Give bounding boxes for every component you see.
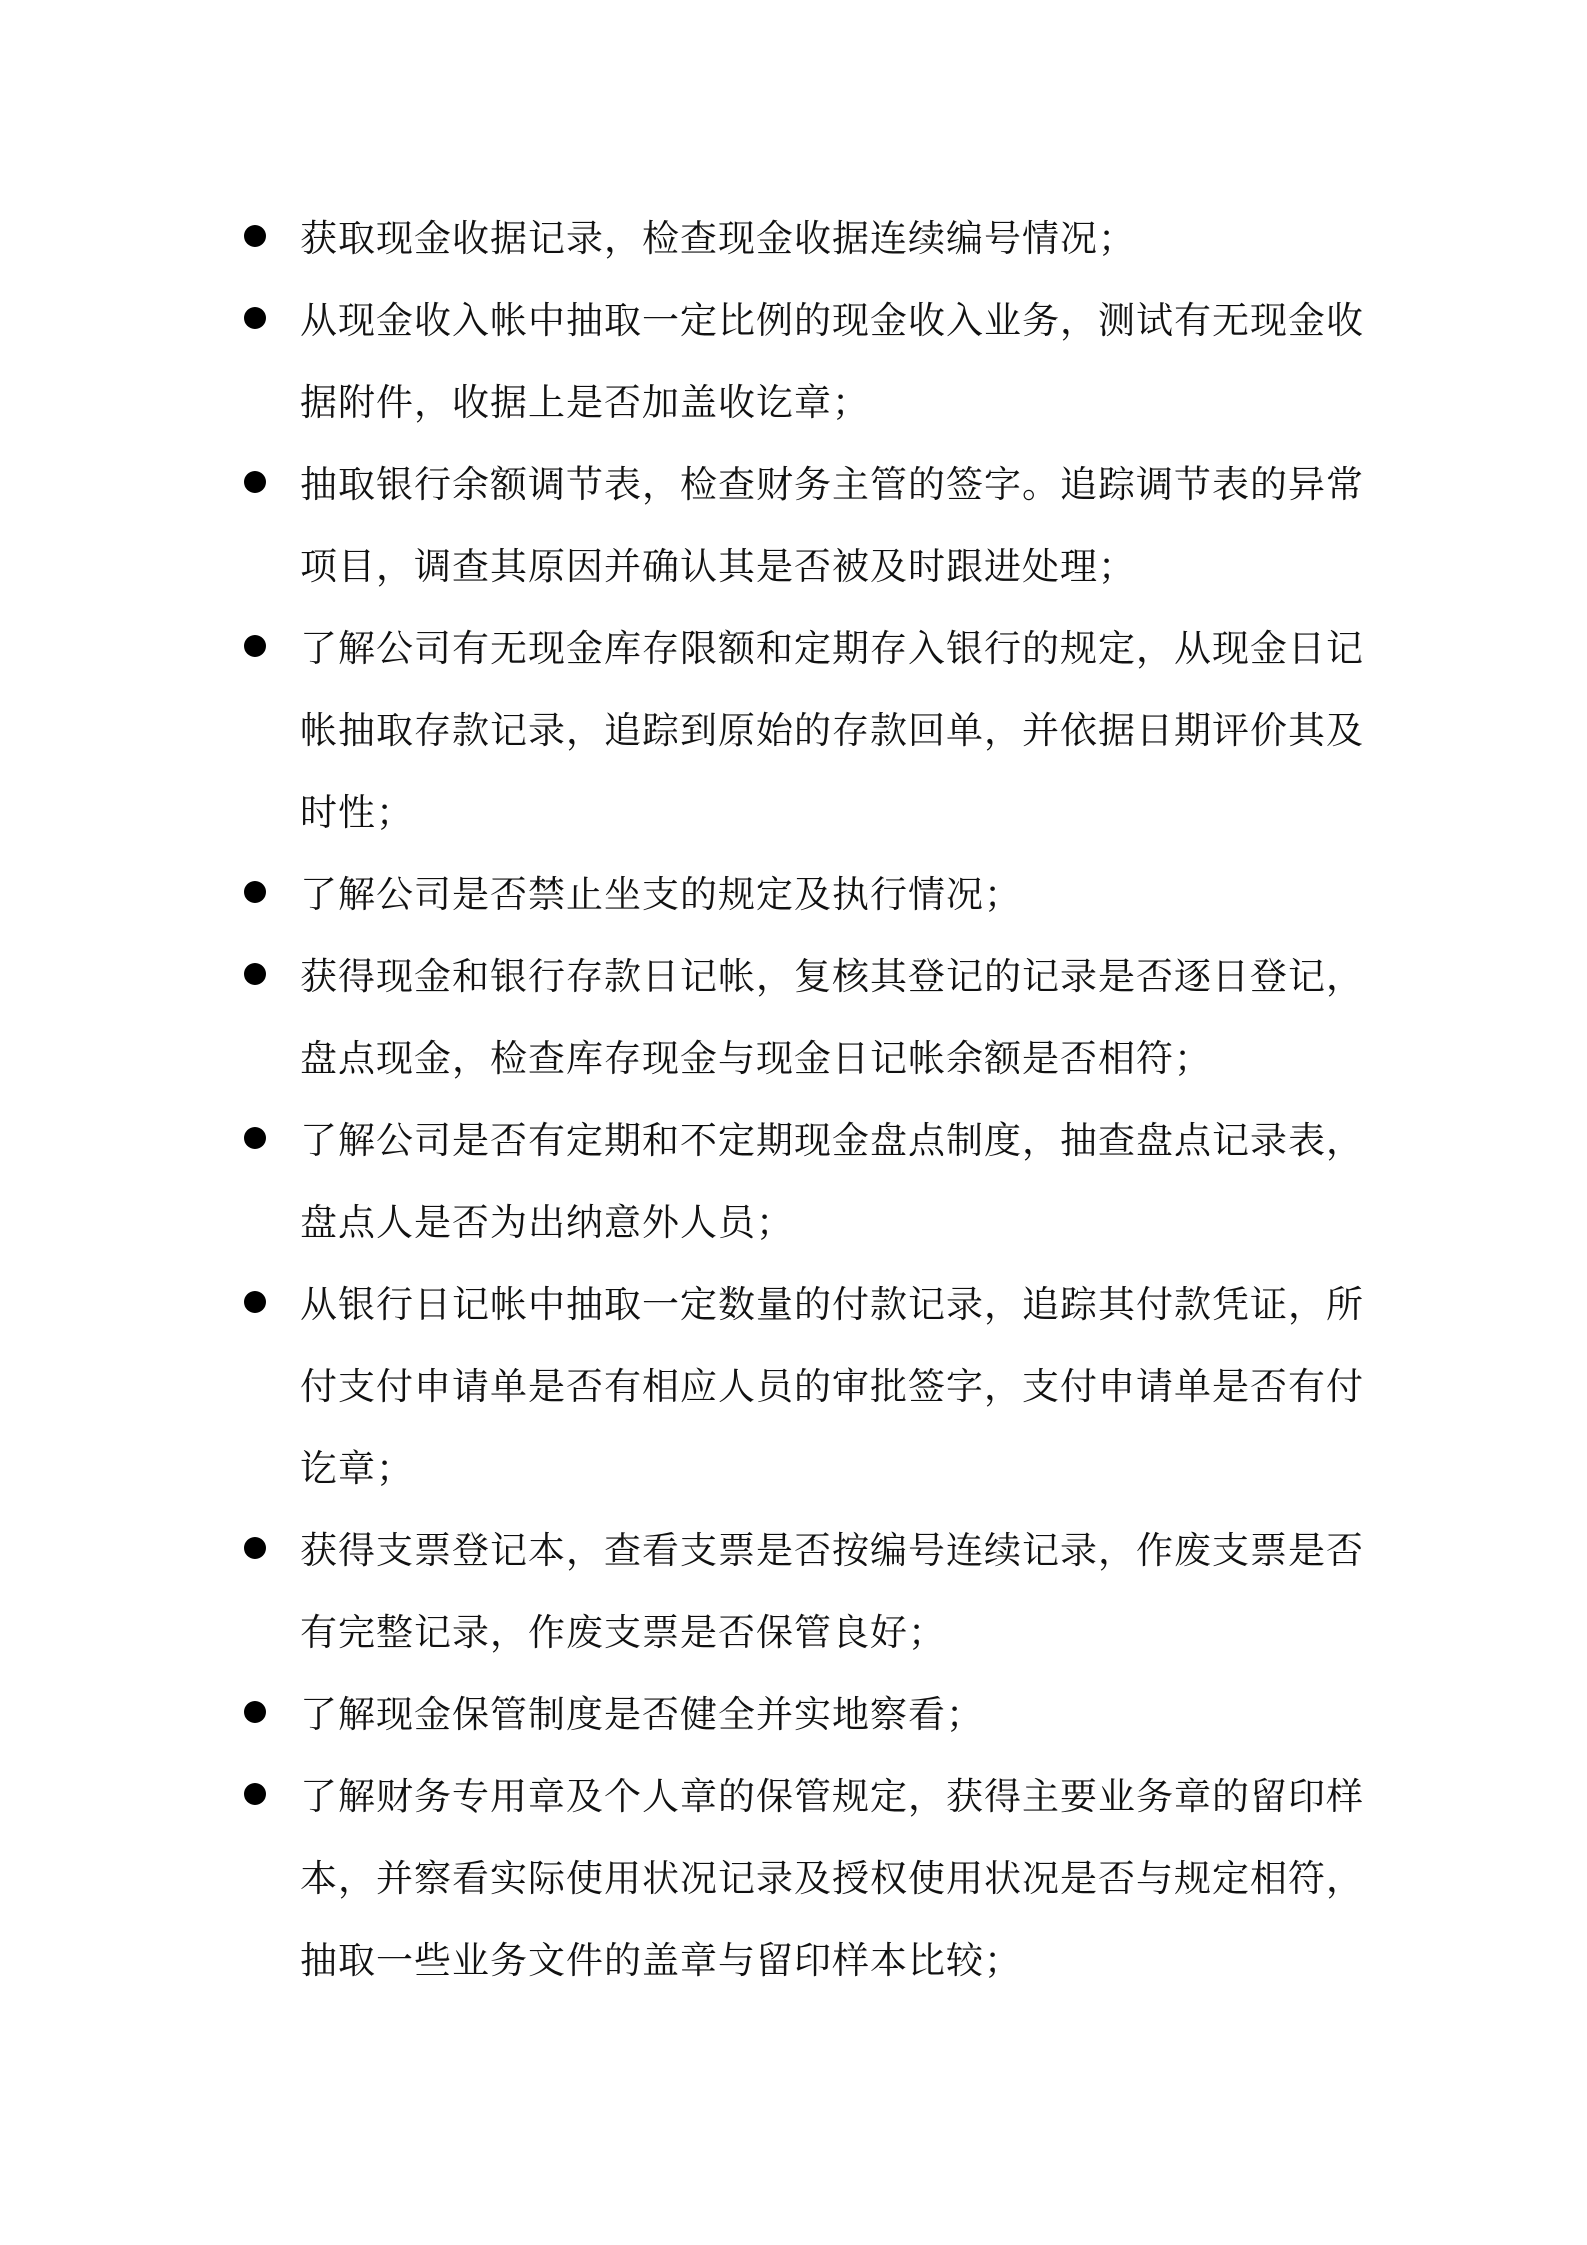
list-item-text-line: 据附件，收据上是否加盖收讫章； [300,381,870,424]
bullet-dot-icon [244,1537,266,1559]
list-item-text-line: 从现金收入帐中抽取一定比例的现金收入业务，测试有无现金收 [300,299,1364,342]
bullet-dot-icon [244,225,266,247]
list-item-text-line: 本，并察看实际使用状况记录及授权使用状况是否与规定相符， [300,1857,1364,1900]
list-item-text-line: 项目，调查其原因并确认其是否被及时跟进处理； [300,545,1136,588]
list-item [244,936,1364,1100]
list-item-text-line: 时性； [300,791,414,834]
list-item-text-line: 了解财务专用章及个人章的保管规定，获得主要业务章的留印样 [300,1775,1364,1818]
list-item-text-line: 获得现金和银行存款日记帐，复核其登记的记录是否逐日登记， [300,955,1364,998]
list-item-text-line: 付支付申请单是否有相应人员的审批签字，支付申请单是否有付 [300,1365,1364,1408]
list-item [244,1756,1364,2002]
list-item-text-line: 抽取银行余额调节表，检查财务主管的签字。追踪调节表的异常 [300,463,1364,506]
bullet-dot-icon [244,1291,266,1313]
list-item-text-line: 了解现金保管制度是否健全并实地察看； [300,1693,984,1736]
list-item-text-line: 从银行日记帐中抽取一定数量的付款记录，追踪其付款凭证，所 [300,1283,1364,1326]
list-item [244,1100,1364,1264]
list-item-text-line: 讫章； [300,1447,414,1490]
audit-procedure-list [244,198,1364,2002]
list-item [244,854,1364,936]
list-item [244,608,1364,854]
bullet-dot-icon [244,1127,266,1149]
list-item-text-line: 盘点人是否为出纳意外人员； [300,1201,794,1244]
list-item-text-line: 了解公司有无现金库存限额和定期存入银行的规定，从现金日记 [300,627,1364,670]
list-item [244,198,1364,280]
bullet-dot-icon [244,1701,266,1723]
bullet-dot-icon [244,307,266,329]
bullet-dot-icon [244,471,266,493]
list-item [244,280,1364,444]
bullet-dot-icon [244,963,266,985]
list-item-text-line: 有完整记录，作废支票是否保管良好； [300,1611,946,1654]
list-item-text-line: 了解公司是否禁止坐支的规定及执行情况； [300,873,1022,916]
list-item-text-line: 抽取一些业务文件的盖章与留印样本比较； [300,1939,1022,1982]
bullet-dot-icon [244,635,266,657]
bullet-dot-icon [244,881,266,903]
list-item-text-line: 帐抽取存款记录，追踪到原始的存款回单，并依据日期评价其及 [300,709,1364,752]
list-item-text-line: 了解公司是否有定期和不定期现金盘点制度，抽查盘点记录表， [300,1119,1364,1162]
list-item [244,1510,1364,1674]
list-item [244,1674,1364,1756]
list-item [244,1264,1364,1510]
bullet-dot-icon [244,1783,266,1805]
list-item-text-line: 盘点现金，检查库存现金与现金日记帐余额是否相符； [300,1037,1212,1080]
list-item-text-line: 获得支票登记本，查看支票是否按编号连续记录，作废支票是否 [300,1529,1364,1572]
list-item [244,444,1364,608]
list-item-text-line: 获取现金收据记录，检查现金收据连续编号情况； [300,217,1136,260]
